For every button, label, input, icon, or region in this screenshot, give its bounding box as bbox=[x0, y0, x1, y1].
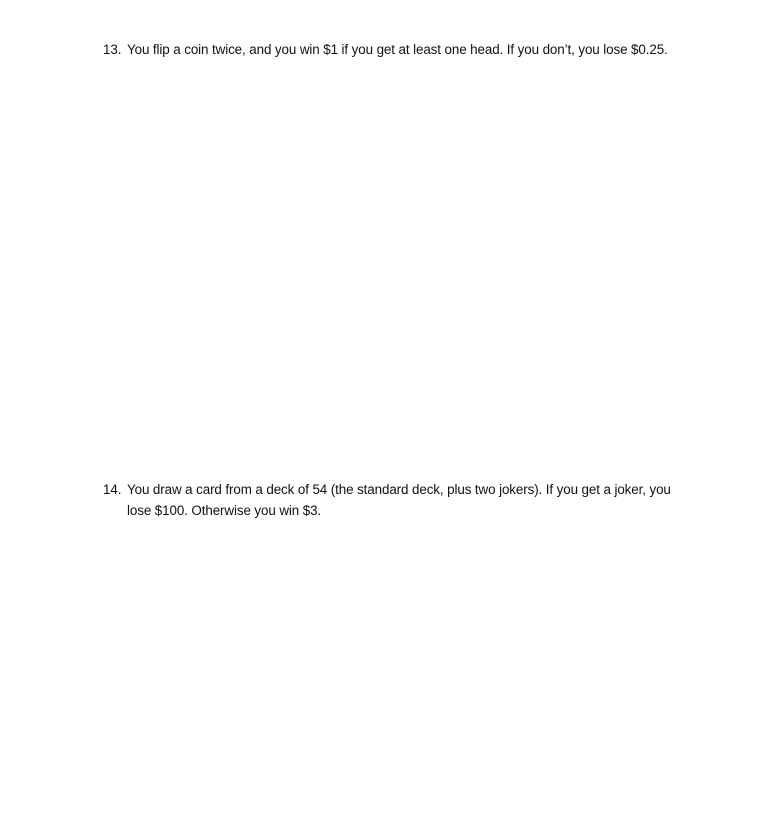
problem-13-number: 13. bbox=[103, 42, 122, 57]
problem-14-text-line-1: You draw a card from a deck of 54 (the standard deck, plus two jokers). If you get a joker, you bbox=[127, 482, 671, 497]
problem-14-text-line-2: lose $100. Otherwise you win $3. bbox=[127, 503, 322, 518]
problem-13 bbox=[103, 39, 703, 60]
problem-13-text: You flip a coin twice, and you win $1 if you get at least one head. If you don’t, you lose $0.25. bbox=[127, 42, 668, 57]
problem-14-number: 14. bbox=[103, 482, 122, 497]
problem-14-line-1 bbox=[103, 479, 703, 500]
problem-14 bbox=[103, 479, 703, 521]
problem-13-line-1 bbox=[103, 39, 703, 60]
